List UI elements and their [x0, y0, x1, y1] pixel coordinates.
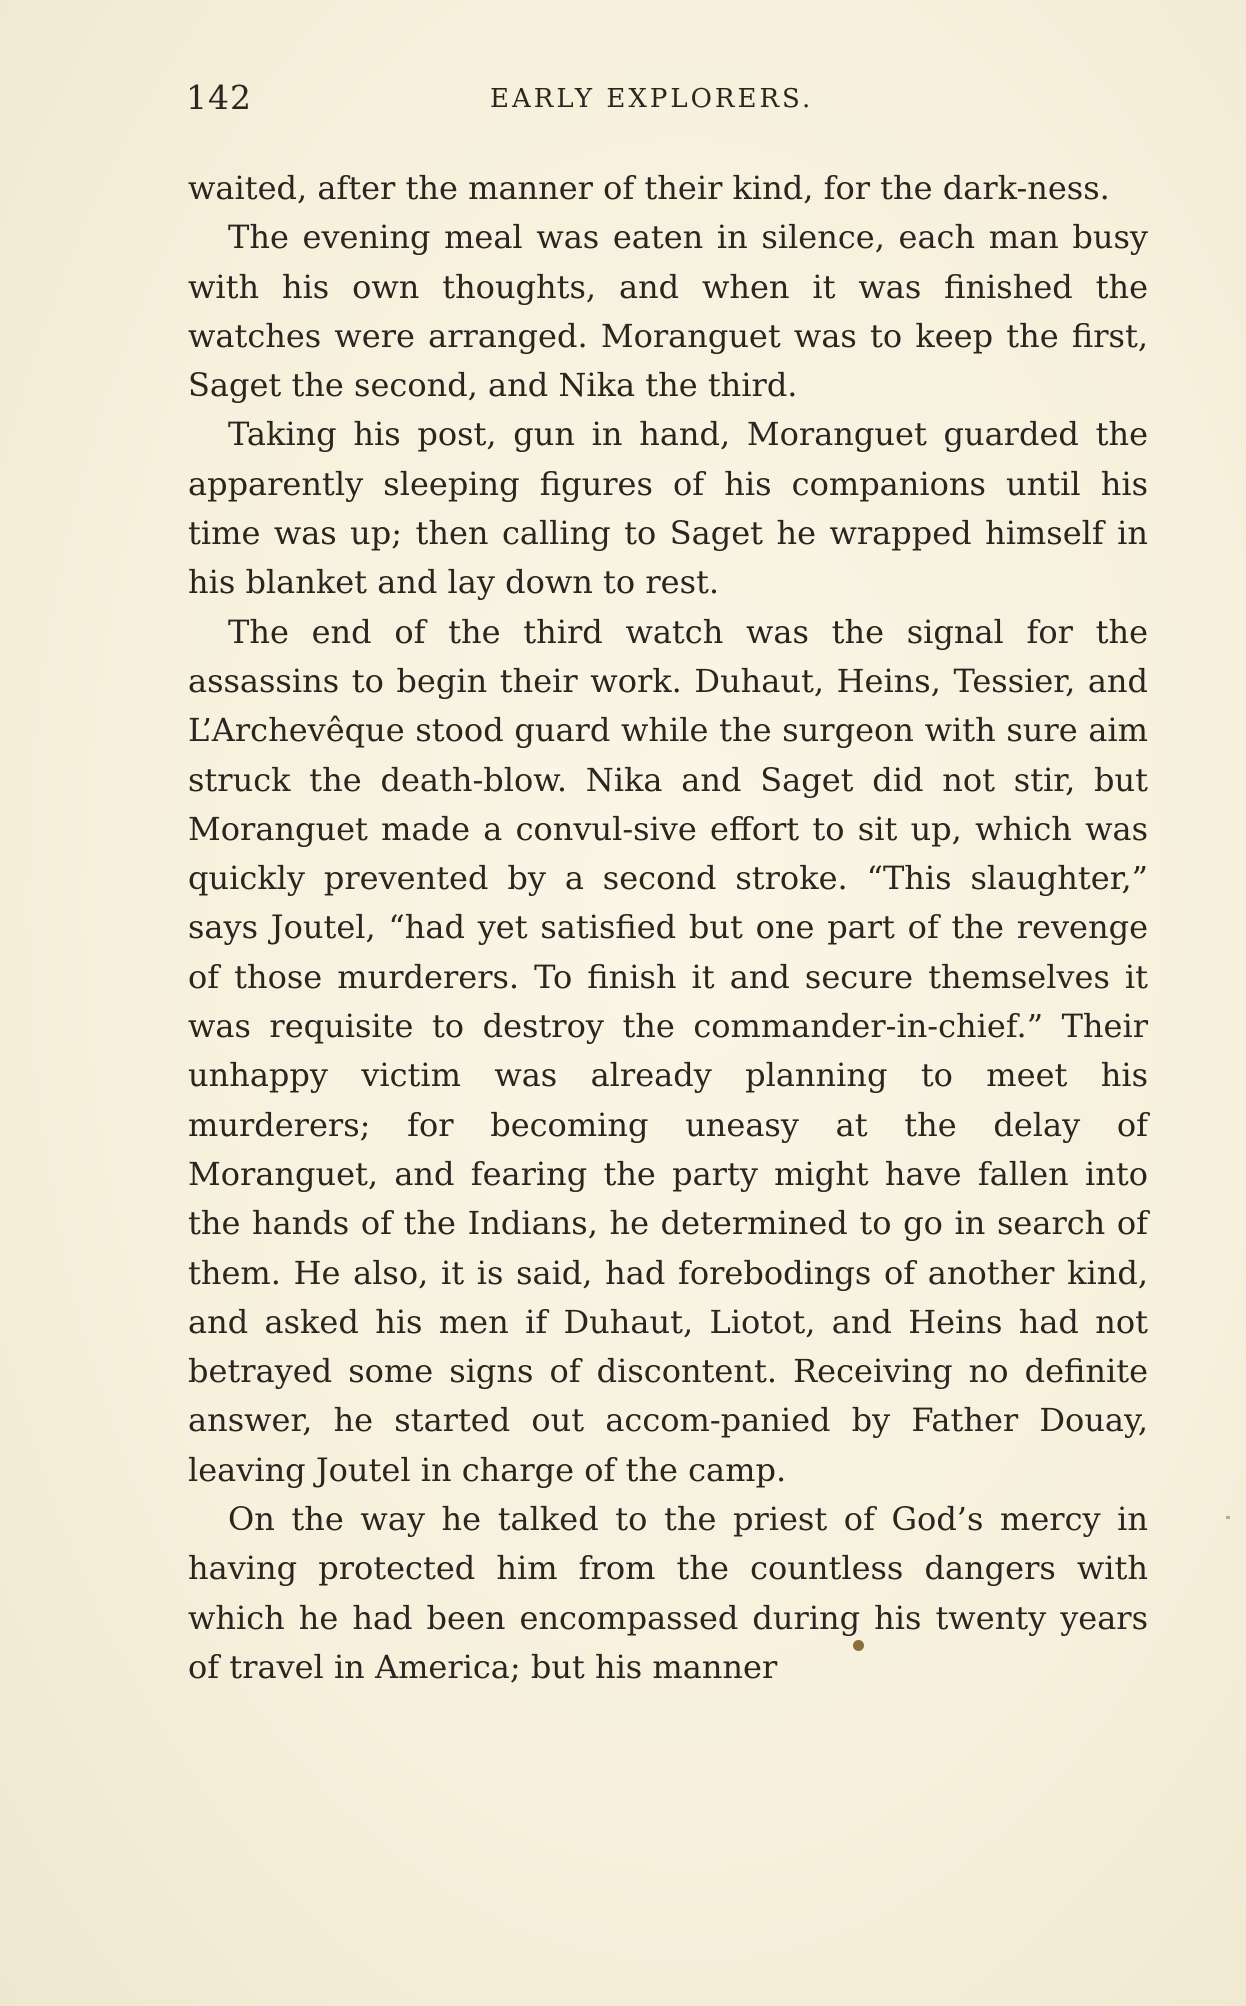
- ink-spot: [853, 1640, 864, 1651]
- paragraph-3: Taking his post, gun in hand, Moranguet guarded the apparently sleeping figures of his companions until his time was up; then calling to Saget he wrapped himself in his blanket and lay down to rest.: [188, 415, 1148, 602]
- paragraph-2: The evening meal was eaten in silence, each man busy with his own thoughts, and when it was finished the watches were arranged. Moranguet was to keep the first, Saget the second, and Nika the third.: [188, 218, 1148, 405]
- page-number: 142: [186, 78, 252, 117]
- running-title: EARLY EXPLORERS.: [490, 84, 814, 114]
- paragraph-1: waited, after the manner of their kind, for the dark-ness.: [188, 169, 1110, 207]
- margin-speck: [1226, 1516, 1230, 1519]
- paragraph-4: The end of the third watch was the signal for the assassins to begin their work. Duhaut, Heins, Tessier, and L’Archevêque stood guard while the surgeon with sure aim struck the death-blow. Nika and Saget did not stir, but Moranguet made a convul-sive effort to sit up, which was quickly prevented by a second stroke. “This slaughter,” says Joutel, “had yet satisfied but one part of the revenge of those murderers. To finish it and secure themselves it was requisite to destroy the commander-in-chief.” Their unhappy victim was already planning to meet his murderers; for becoming uneasy at the delay of Moranguet, and fearing the party might have fallen into the hands of the Indians, he determined to go in search of them. He also, it is said, had forebodings of another kind, and asked his men if Duhaut, Liotot, and Heins had not betrayed some signs of discontent. Receiving no definite answer, he started out accom-panied by Father Douay, leaving Joutel in charge of the camp.: [188, 612, 1148, 1489]
- paragraph-5: On the way he talked to the priest of God’s mercy in having protected him from the countless dangers with which he had been encompassed during his twenty years of travel in America; but his manner: [188, 1500, 1148, 1686]
- running-head: [186, 78, 1146, 118]
- body-text: [188, 164, 1148, 1692]
